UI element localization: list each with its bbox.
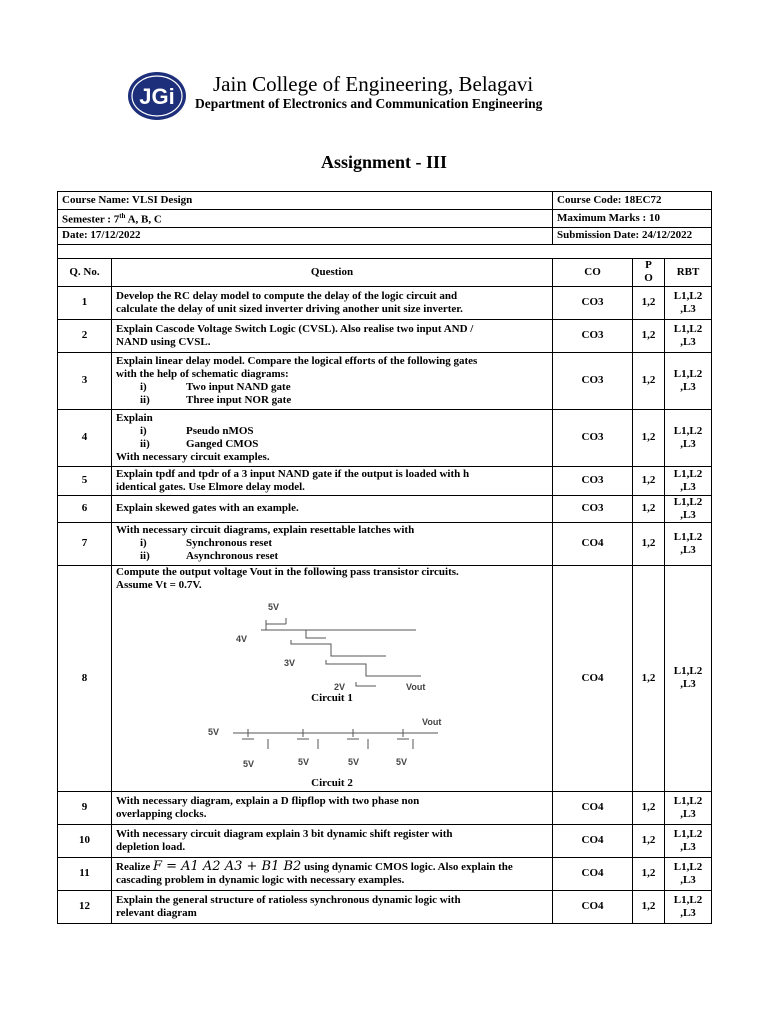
logo-text: JGi <box>139 84 175 109</box>
rbt-value: L1,L2 ,L3 <box>665 791 712 824</box>
date: Date: 17/12/2022 <box>58 227 553 244</box>
info-row <box>58 210 712 228</box>
rbt-value: L1,L2 ,L3 <box>665 857 712 890</box>
co-value: CO3 <box>553 286 633 319</box>
rbt-value: L1,L2 ,L3 <box>665 565 712 791</box>
info-row <box>58 227 712 244</box>
semester: Semester : 7th A, B, C <box>58 210 553 228</box>
c2-label: 5V <box>348 756 360 767</box>
po-value: 1,2 <box>633 824 665 857</box>
rbt-value: L1,L2 ,L3 <box>665 890 712 923</box>
po-value: 1,2 <box>633 466 665 495</box>
co-value: CO3 <box>553 495 633 522</box>
rbt-value: L1,L2 ,L3 <box>665 522 712 565</box>
column-header-row <box>58 258 712 286</box>
question-row <box>58 565 712 791</box>
question-text: Realize F = A1 A2 A3 + B1 B2 using dynamic CMOS logic. Also explain the cascading problem in dynamic logic with necessary examples. <box>112 857 553 890</box>
col-co: CO <box>553 258 633 286</box>
question-row <box>58 466 712 495</box>
question-number: 1 <box>58 286 112 319</box>
co-value: CO4 <box>553 565 633 791</box>
question-number: 12 <box>58 890 112 923</box>
col-question: Question <box>112 258 553 286</box>
question-row <box>58 857 712 890</box>
co-value: CO4 <box>553 791 633 824</box>
circuit-1-diagram <box>226 600 426 690</box>
question-text: With necessary circuit diagram explain 3 bit dynamic shift register with depletion load. <box>112 824 553 857</box>
co-value: CO4 <box>553 890 633 923</box>
co-value: CO4 <box>553 824 633 857</box>
circuit-2-diagram <box>208 715 448 775</box>
question-row <box>58 495 712 522</box>
question-number: 8 <box>58 565 112 791</box>
assignment-table <box>57 191 712 924</box>
info-row <box>58 192 712 210</box>
question-row <box>58 319 712 352</box>
course-name: Course Name: VLSI Design <box>58 192 553 210</box>
question-row <box>58 409 712 466</box>
co-value: CO3 <box>553 352 633 409</box>
question-text: Explain skewed gates with an example. <box>112 495 553 522</box>
college-logo <box>127 71 187 121</box>
rbt-value: L1,L2 ,L3 <box>665 352 712 409</box>
question-text: Compute the output voltage Vout in the following pass transistor circuits. Assume Vt = 0.7V. 5V 4V 3V 2V Vout Circuit 1 5V 5V 5V 5V 5V Vout Circuit 2 <box>112 565 553 791</box>
rbt-value: L1,L2 ,L3 <box>665 466 712 495</box>
question-number: 7 <box>58 522 112 565</box>
circuit-1-caption: Circuit 1 <box>311 691 353 704</box>
rbt-value: L1,L2 ,L3 <box>665 495 712 522</box>
question-number: 10 <box>58 824 112 857</box>
rbt-value: L1,L2 ,L3 <box>665 286 712 319</box>
question-row <box>58 522 712 565</box>
question-number: 3 <box>58 352 112 409</box>
po-value: 1,2 <box>633 286 665 319</box>
col-rbt: RBT <box>665 258 712 286</box>
question-text: With necessary circuit diagrams, explain resettable latches with i) Synchronous reset ii) Asynchronous reset <box>112 522 553 565</box>
college-name: Jain College of Engineering, Belagavi <box>213 72 534 96</box>
spacer-row <box>58 244 712 258</box>
c1-label: 3V <box>284 657 296 668</box>
c1-label: Vout <box>406 681 426 690</box>
c2-label: 5V <box>208 726 220 737</box>
rbt-value: L1,L2 ,L3 <box>665 824 712 857</box>
c2-label: 5V <box>243 758 255 769</box>
c2-label: 5V <box>298 756 310 767</box>
c2-label: Vout <box>422 716 442 727</box>
question-text: Explain linear delay model. Compare the logical efforts of the following gates with the help of schematic diagrams: i) Two input NAND gate ii) Three input NOR gate <box>112 352 553 409</box>
question-text: Explain tpdf and tpdr of a 3 input NAND gate if the output is loaded with h identical gates. Use Elmore delay model. <box>112 466 553 495</box>
department-name: Department of Electronics and Communication Engineering <box>195 96 543 111</box>
page-header <box>0 66 768 126</box>
po-value: 1,2 <box>633 565 665 791</box>
question-number: 4 <box>58 409 112 466</box>
po-value: 1,2 <box>633 409 665 466</box>
po-value: 1,2 <box>633 352 665 409</box>
circuit-2-caption: Circuit 2 <box>311 776 353 789</box>
co-value: CO3 <box>553 319 633 352</box>
po-value: 1,2 <box>633 791 665 824</box>
question-row <box>58 890 712 923</box>
question-text: With necessary diagram, explain a D flipflop with two phase non overlapping clocks. <box>112 791 553 824</box>
co-value: CO3 <box>553 466 633 495</box>
question-number: 11 <box>58 857 112 890</box>
co-value: CO4 <box>553 522 633 565</box>
po-value: 1,2 <box>633 495 665 522</box>
col-qno: Q. No. <box>58 258 112 286</box>
course-code: Course Code: 18EC72 <box>553 192 712 210</box>
po-value: 1,2 <box>633 522 665 565</box>
po-value: 1,2 <box>633 857 665 890</box>
max-marks: Maximum Marks : 10 <box>553 210 712 228</box>
formula: F = A1 A2 A3 + B1 B2 <box>152 859 302 875</box>
rbt-value: L1,L2 ,L3 <box>665 409 712 466</box>
c2-label: 5V <box>396 756 408 767</box>
po-value: 1,2 <box>633 890 665 923</box>
po-value: 1,2 <box>633 319 665 352</box>
question-text: Explain the general structure of ratioless synchronous dynamic logic with relevant diagram <box>112 890 553 923</box>
co-value: CO3 <box>553 409 633 466</box>
question-row <box>58 352 712 409</box>
question-number: 9 <box>58 791 112 824</box>
question-row <box>58 824 712 857</box>
col-po: P O <box>633 258 665 286</box>
c1-label: 5V <box>268 601 280 612</box>
assignment-title: Assignment - III <box>320 152 448 172</box>
c1-label: 4V <box>236 633 248 644</box>
question-row <box>58 791 712 824</box>
question-text: Explain i) Pseudo nMOS ii) Ganged CMOS With necessary circuit examples. <box>112 409 553 466</box>
question-number: 5 <box>58 466 112 495</box>
question-text: Explain Cascode Voltage Switch Logic (CVSL). Also realise two input AND / NAND using CVSL. <box>112 319 553 352</box>
question-text: Develop the RC delay model to compute the delay of the logic circuit and calculate the delay of unit sized inverter driving another unit size inverter. <box>112 286 553 319</box>
question-number: 6 <box>58 495 112 522</box>
question-row <box>58 286 712 319</box>
c1-label: 2V <box>334 681 346 690</box>
co-value: CO4 <box>553 857 633 890</box>
submission-date: Submission Date: 24/12/2022 <box>553 227 712 244</box>
question-number: 2 <box>58 319 112 352</box>
rbt-value: L1,L2 ,L3 <box>665 319 712 352</box>
